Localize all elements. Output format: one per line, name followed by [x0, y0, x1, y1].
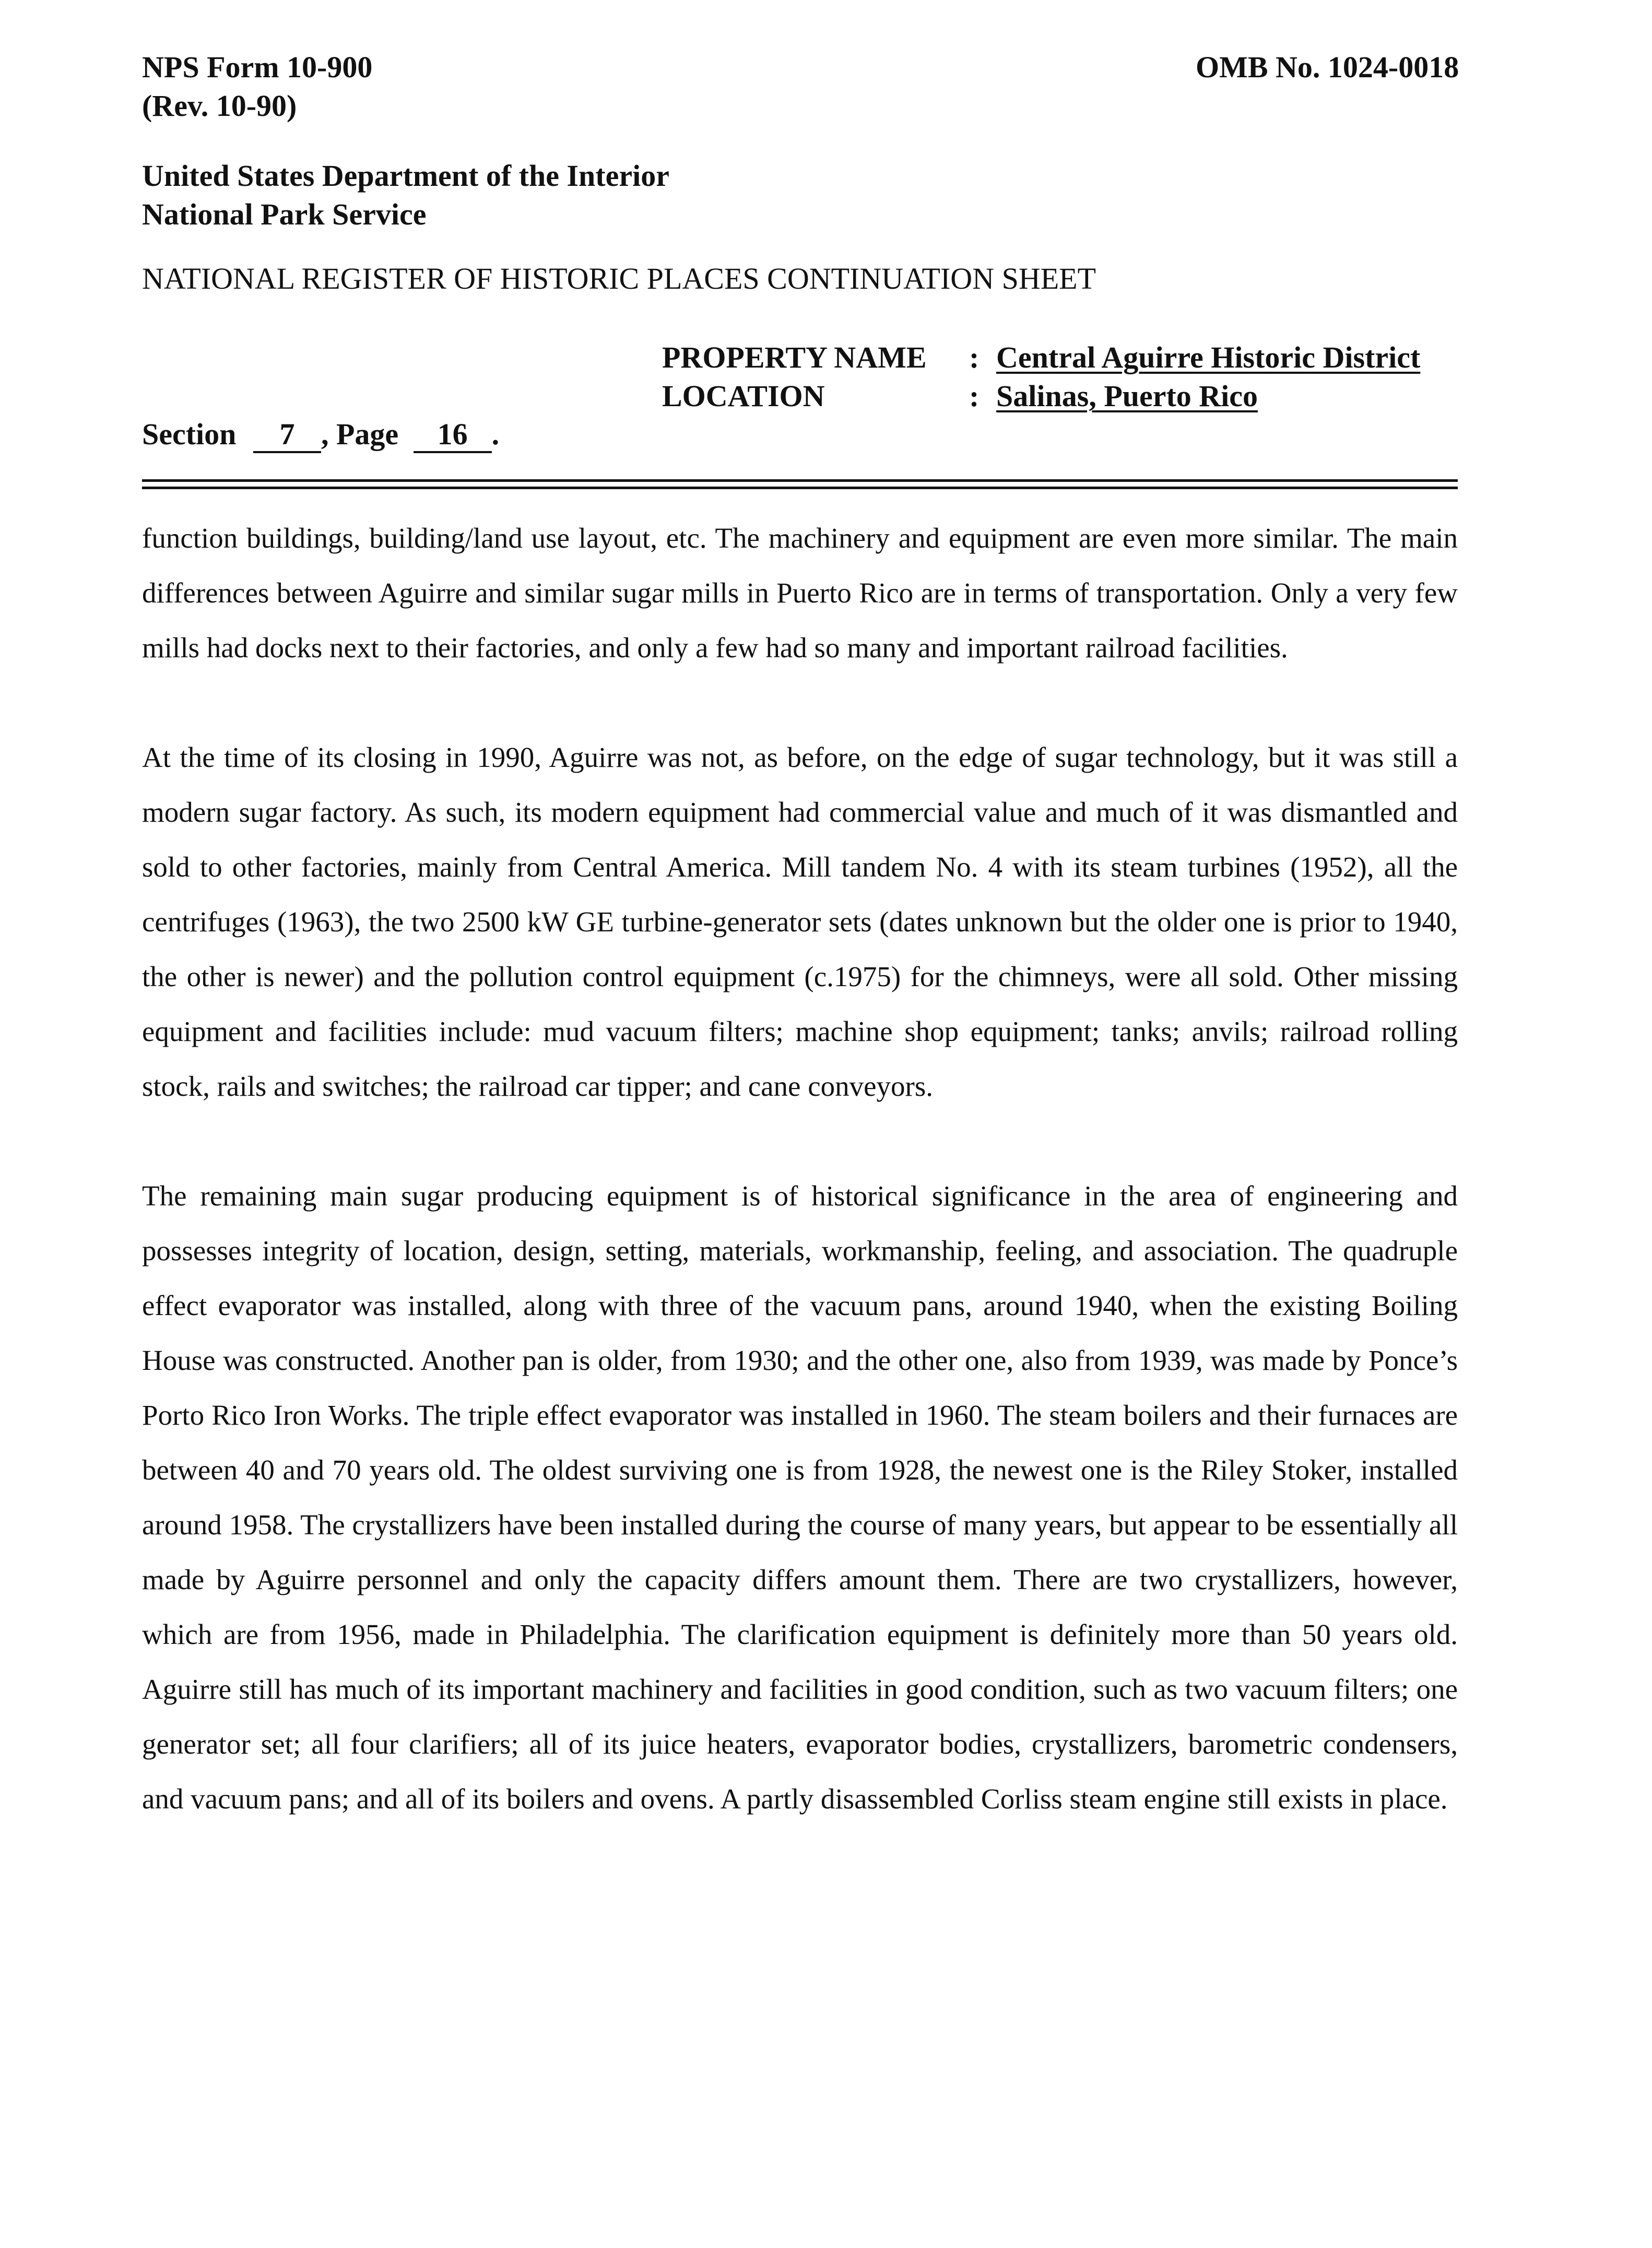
location-label: LOCATION [662, 379, 825, 413]
paragraph: At the time of its closing in 1990, Aguirre was not, as before, on the edge of sugar technology, but it was still a modern sugar factory. As such, its modern equipment had commercial value and much of it was dismantled and sold to other factories, mainly from Central America. Mill tandem No. 4 with its steam turbines (1952), all the centrifuges (1963), the two 2500 kW GE turbine-generator sets (dates unknown but the older one is prior to 1940, the other is newer) and the pollution control equipment (c.1975) for the chimneys, were all sold. Other missing equipment and facilities include: mud vacuum filters; machine shop equipment; tanks; anvils; railroad rolling stock, rails and switches; the railroad car tipper; and cane conveyors. [142, 741, 1458, 1102]
service-name: National Park Service [142, 197, 427, 231]
property-name-separator: : [969, 340, 980, 374]
line-terminator: . [491, 417, 500, 451]
section-page-line [142, 417, 499, 453]
body-text [142, 511, 1458, 1881]
header-divider-bottom [142, 487, 1458, 489]
form-header [142, 48, 372, 125]
paragraph: The remaining main sugar producing equipment is of historical significance in the area of engineering and possesses integrity of location, design, setting, materials, workmanship, feeling, and association. The quadruple effect evaporator was installed, along with three of the vacuum pans, around 1940, when the existing Boiling House was constructed. Another pan is older, from 1930; and the other one, also from 1939, was made by Ponce’s Porto Rico Iron Works. The triple effect evaporator was installed in 1960. The steam boilers and their furnaces are between 40 and 70 years old. The oldest surviving one is from 1928, the newest one is the Riley Stoker, installed around 1958. The crystallizers have been installed during the course of many years, but appear to be essentially all made by Aguirre personnel and only the capacity differs amount them. There are two crystallizers, however, which are from 1956, made in Philadelphia. The clarification equipment is definitely more than 50 years old. Aguirre still has much of its important machinery and facilities in good condition, such as two vacuum filters; one generator set; all four clarifiers; all of its juice heaters, evaporator bodies, crystallizers, barometric condensers, and vacuum pans; and all of its boilers and ovens. A partly disassembled Corliss steam engine still exists in place. [142, 1180, 1458, 1815]
location-value: Salinas, Puerto Rico [996, 379, 1258, 413]
page-number: 16 [414, 418, 492, 453]
omb-number: OMB No. 1024-0018 [1196, 50, 1459, 84]
page-label: , Page [321, 417, 399, 451]
form-number: NPS Form 10-900 [142, 50, 373, 84]
form-revision: (Rev. 10-90) [142, 89, 297, 123]
agency-block [142, 157, 669, 234]
paragraph: function buildings, building/land use layout, etc. The machinery and equipment are even more similar. The main differences between Aguirre and similar sugar mills in Puerto Rico are in terms of transportation. Only a very few mills had docks next to their factories, and only a few had so many and important railroad facilities. [142, 522, 1458, 664]
property-name-label: PROPERTY NAME [662, 340, 927, 374]
section-label: Section [142, 417, 237, 451]
header-divider-top [142, 479, 1458, 482]
department-name: United States Department of the Interior [142, 159, 669, 193]
property-name-value: Central Aguirre Historic District [996, 340, 1421, 374]
location-separator: : [969, 379, 980, 413]
section-number: 7 [253, 418, 321, 453]
sheet-title: NATIONAL REGISTER OF HISTORIC PLACES CONTINUATION SHEET [142, 262, 1096, 295]
